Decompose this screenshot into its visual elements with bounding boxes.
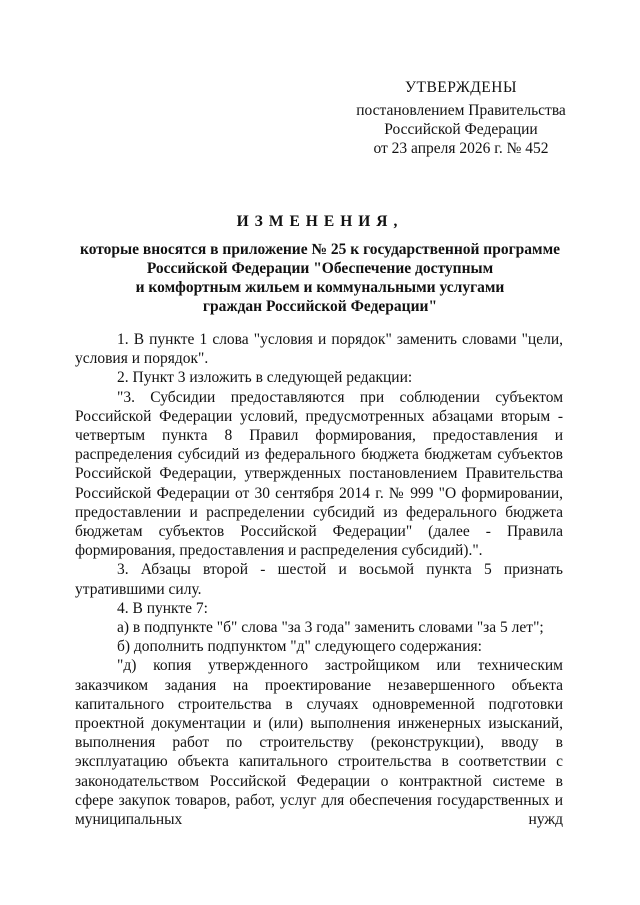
subtitle-line-2: Российской Федерации "Обеспечение доступным [146,260,494,277]
approval-heading: УТВЕРЖДЕНЫ [405,79,517,96]
paragraph-subitem-a: а) в подпункте "б" слова "за 3 года" заменить словами "за 5 лет"; [117,619,544,637]
subtitle-line-4: граждан Российской Федерации" [202,298,438,315]
paragraph-item-4: 4. В пункте 7: [117,599,208,617]
paragraph-item-1: 1. В пункте 1 слова "условия и порядок" заменить словами "цели, условия и порядок". [75,331,563,368]
approval-line-3: от 23 апреля 2026 г. № 452 [373,140,549,157]
document-body [75,330,563,829]
paragraph-subitem-b: б) дополнить подпунктом "д" следующего содержания: [117,638,482,656]
subtitle-line-1: которые вносятся в приложение № 25 к государственной программе [79,241,561,258]
approval-stamp [330,78,592,158]
paragraph-item-3-text: "3. Субсидии предоставляются при соблюдении субъектом Российской Федерации условий, предусмотренных абзацами вторым - четвертым пункта 8 Правил формирования, предоставления и распределения субсидий из федерального бюджета бюджетам субъектов Российской Федерации, утвержденных постановлением Правительства Российской Федерации от 30 сентября 2014 г. № 999 "О формировании, предоставлении и распределении субсидий из федерального бюджета бюджетам субъектов Российской Федерации" (далее - Правила формирования, предоставления и распределения субсидий).". [75,388,563,560]
approval-line-2: Российской Федерации [384,121,538,138]
paragraph-item-3: 3. Абзацы второй - шестой и восьмой пункта 5 признать утратившими силу. [75,561,563,598]
document-title: ИЗМЕНЕНИЯ, [236,213,404,230]
paragraph-item-2: 2. Пункт 3 изложить в следующей редакции: [117,369,413,387]
subtitle-line-3: и комфортным жильем и коммунальными услугами [135,279,505,296]
paragraph-subitem-d-text: "д) копия утвержденного застройщиком или техническим заказчиком задания на проектирование незавершенного объекта капитального строительства в случаях одновременной подготовки проектной документации и (или) выполнения инженерных изысканий, выполнения работ по строительству (реконструкции), вводу в эксплуатацию объекта капитального строительства в соответствии с законодательством Российской Федерации о контрактной системе в сфере закупок товаров, работ, услуг для обеспечения государственных и муниципальных нужд [75,657,563,829]
document-subtitle [70,240,570,316]
approval-line-1: постановлением Правительства [356,102,566,119]
